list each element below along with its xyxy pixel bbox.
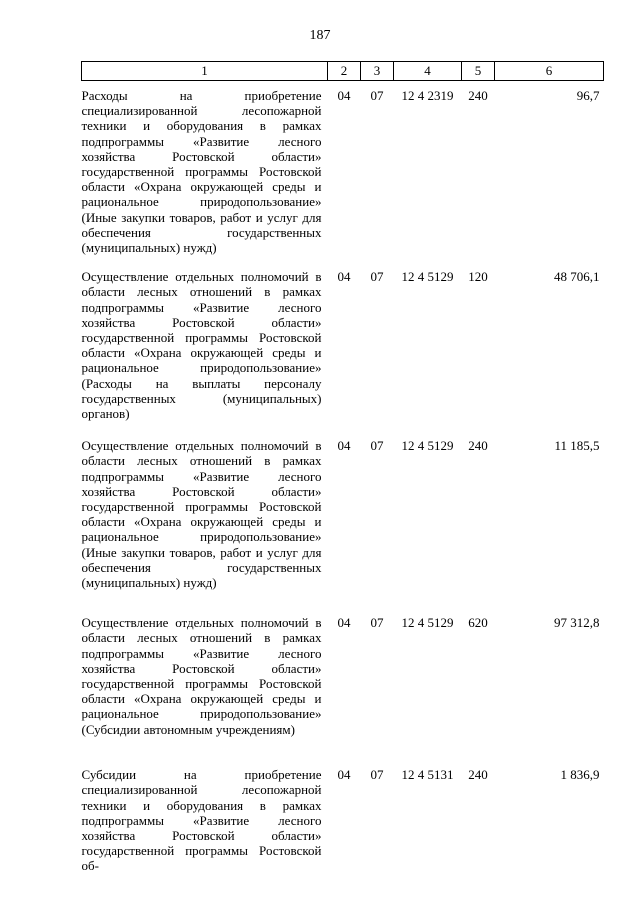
table-row [82,767,604,887]
row-section-code: 04 [337,767,351,783]
row-expense-type: 240 [468,88,488,103]
budget-table [81,61,604,888]
row-description: Осуществление отдельных полномочий в области лесных отношений в рамках подпрограммы «Развитие лесного хозяйства Ростовской области» государственной программы Ростовской области «Охрана окружающей среды и рациональное природопользование» (Расходы на выплаты персоналу государственных (муниципальных) органов) [81,269,322,422]
table-row [82,438,604,615]
row-target-article: 12 4 5129 [401,269,454,285]
row-expense-type: 240 [468,767,488,783]
row-description: Расходы на приобретение специализированной лесопожарной техники и оборудования в рамках подпрограммы «Развитие лесного хозяйства Ростовской области» государственной программы Ростовской области «Охрана окружающей среды и рациональное природопользование» (Иные закупки товаров, работ и услуг для обеспечения государственных (муниципальных) нужд) [81,88,322,256]
row-section-code: 04 [337,269,351,285]
row-expense-type: 620 [468,615,488,631]
row-description: Осуществление отдельных полномочий в области лесных отношений в рамках подпрограммы «Развитие лесного хозяйства Ростовской области» государственной программы Ростовской области «Охрана окружающей среды и рациональное природопользование» (Иные закупки товаров, работ и услуг для обеспечения государственных (муниципальных) нужд) [81,438,322,591]
row-target-article: 12 4 5129 [401,615,454,631]
row-section-code: 04 [337,88,351,103]
row-target-article: 12 4 5129 [401,438,454,454]
column-header-5: 5 [462,62,495,81]
column-header-2: 2 [328,62,361,81]
table-row [82,81,604,270]
row-amount: 97 312,8 [554,615,600,631]
column-header-6: 6 [495,62,604,81]
table-header-row [82,62,604,81]
row-subsection-code: 07 [370,88,384,103]
row-amount: 11 185,5 [554,438,600,454]
row-subsection-code: 07 [370,438,384,454]
row-amount: 1 836,9 [560,767,600,783]
row-description: Субсидии на приобретение специализированной лесопожарной техники и оборудования в рамках подпрограммы «Развитие лесного хозяйства Ростовской области» государственной программы Ростовской об- [81,767,322,874]
column-header-4: 4 [394,62,462,81]
table-row [82,615,604,767]
row-amount: 96,7 [576,88,600,103]
row-subsection-code: 07 [370,615,384,631]
row-target-article: 12 4 5131 [401,767,454,783]
row-section-code: 04 [337,438,351,454]
row-subsection-code: 07 [370,767,384,783]
row-target-article: 12 4 2319 [401,88,454,103]
table-row [82,269,604,438]
row-section-code: 04 [337,615,351,631]
column-header-1: 1 [82,62,328,81]
column-header-3: 3 [361,62,394,81]
page-number: 187 [309,28,331,43]
row-expense-type: 240 [468,438,488,454]
row-amount: 48 706,1 [554,269,600,285]
row-description: Осуществление отдельных полномочий в области лесных отношений в рамках подпрограммы «Развитие лесного хозяйства Ростовской области» государственной программы Ростовской области «Охрана окружающей среды и рациональное природопользование» (Субсидии автономным учреждениям) [81,615,322,737]
row-subsection-code: 07 [370,269,384,285]
row-expense-type: 120 [468,269,488,285]
